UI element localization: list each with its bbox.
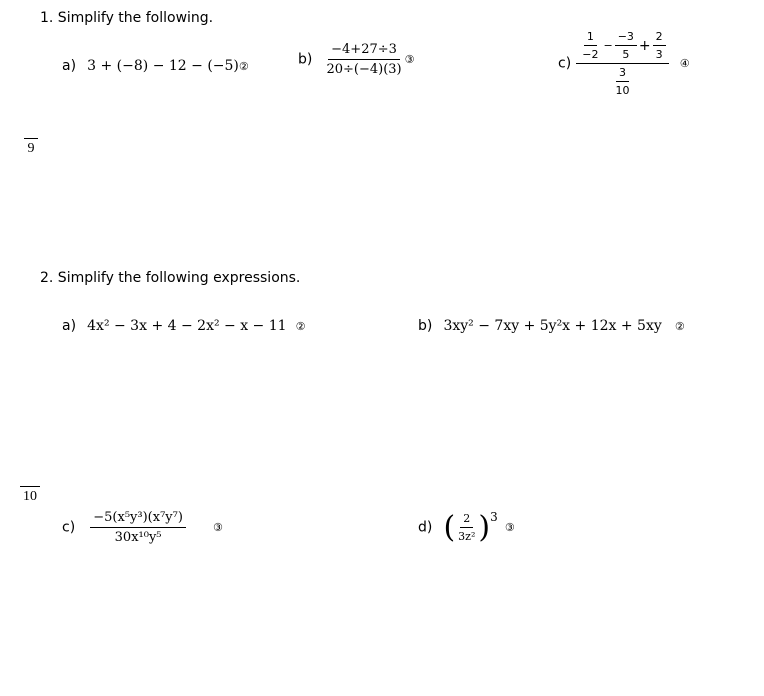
q2c-denominator: 30x¹⁰y⁵	[114, 530, 162, 545]
q2-part-b	[418, 315, 685, 334]
q1c-d3: 3	[655, 48, 663, 61]
q1c-label: c)	[558, 55, 572, 72]
q1a-expression: 3 + (−8) − 12 − (−5)	[87, 58, 239, 74]
q2a-mark: ②	[295, 320, 306, 333]
q2c-fraction	[90, 510, 186, 545]
q1c-d1: −2	[582, 48, 599, 61]
q2a-label: a)	[62, 318, 77, 334]
q1a-label: a)	[62, 58, 77, 74]
q2-part-d: d) ( $\frac{2}{\text{3z²}}$ )$^3$ ③	[418, 510, 515, 545]
q1b-mark: ③	[404, 53, 415, 66]
q2d-numerator: 2	[460, 512, 473, 528]
q2-part-a	[62, 315, 306, 334]
q2-score-box	[20, 486, 40, 505]
q2c-mark: ③	[213, 521, 223, 534]
q2-score: 10	[23, 489, 37, 504]
q1c-complex-fraction: $\frac{1}{-2}$ − $\frac{-3}{5}$ + $\frac{2}{3}$ $\frac{3}{10}$	[576, 30, 668, 97]
q1b-numerator: −4+27÷3	[328, 42, 400, 60]
question-1-title: 1. Simplify the following.	[40, 10, 214, 26]
q1-score: 9	[27, 141, 35, 156]
q2-part-c	[62, 510, 223, 545]
q1-part-b	[298, 42, 414, 77]
q1c-den-num: 3	[616, 66, 629, 82]
q1c-mark: ④	[679, 57, 690, 70]
q2c-label: c)	[62, 519, 76, 536]
q1b-label: b)	[298, 51, 313, 68]
q1c-d2: 5	[622, 48, 630, 61]
q2d-denominator: 3z²	[458, 530, 476, 543]
q2b-mark: ②	[674, 320, 685, 333]
q1c-n1: 1	[584, 30, 597, 46]
q2d-label: d)	[418, 519, 433, 536]
q2a-expression: 4x² − 3x + 4 − 2x² − x − 11	[87, 318, 287, 334]
q2d-fraction	[455, 512, 478, 543]
q1c-n2: −3	[615, 30, 637, 46]
q1-part-a	[62, 55, 249, 74]
q2b-expression: 3xy² − 7xy + 5y²x + 12x + 5xy	[443, 318, 662, 334]
q1a-mark: ②	[238, 60, 249, 73]
q2d-exponent: 3	[490, 510, 498, 524]
q1b-fraction	[323, 42, 404, 77]
q1b-denominator: 20÷(−4)(3)	[326, 62, 402, 77]
q1-part-c	[558, 30, 690, 97]
q2d-mark: ③	[504, 521, 515, 534]
q1c-den-den: 10	[615, 84, 630, 97]
q2b-label: b)	[418, 318, 433, 334]
q2c-numerator: −5(x⁵y³)(x⁷y⁷)	[90, 510, 186, 528]
question-2-title: 2. Simplify the following expressions.	[40, 270, 301, 286]
q1-score-box	[24, 138, 38, 157]
q1c-n3: 2	[653, 30, 666, 46]
